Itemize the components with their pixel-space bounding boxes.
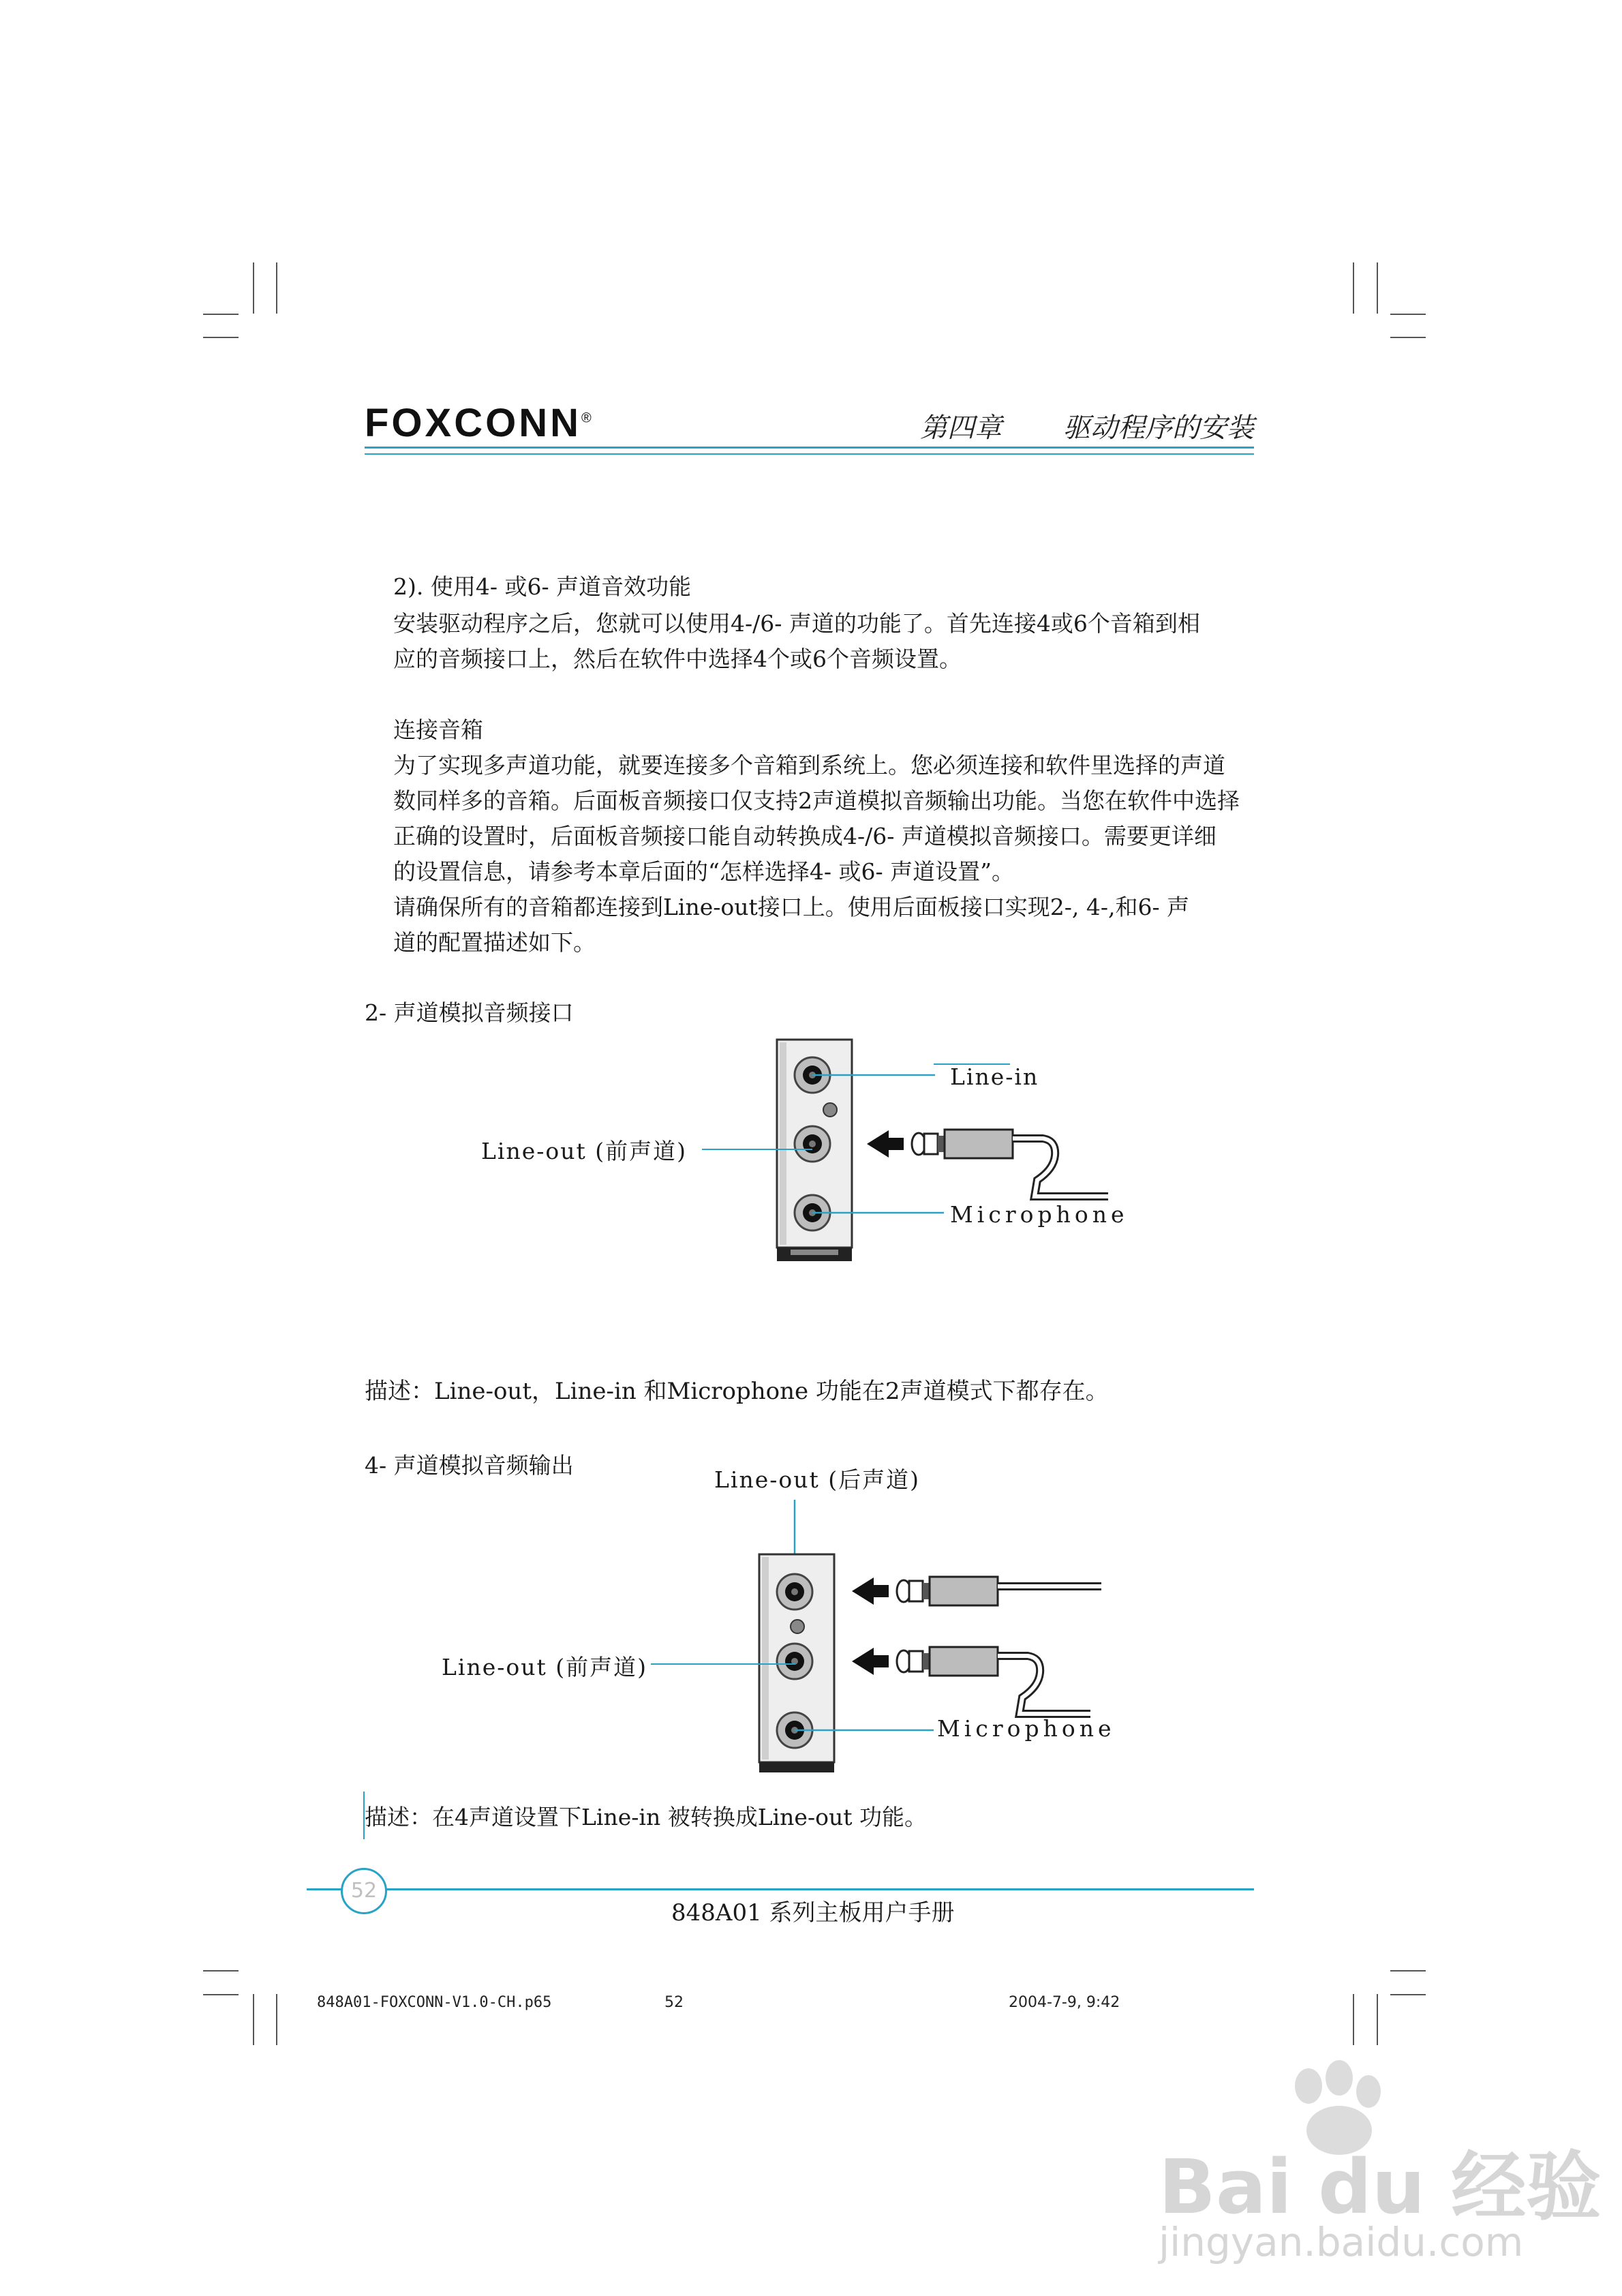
- text-line: 数同样多的音箱。后面板音频接口仅支持2声道模拟音频输出功能。当您在软件中选择: [393, 787, 1240, 814]
- footer-rule: [307, 1888, 1254, 1890]
- text-line: 应的音频接口上，然后在软件中选择4个或6个音频设置。: [393, 646, 962, 672]
- text-line: 为了实现多声道功能，就要连接多个音箱到系统上。您必须连接和软件里选择的声道: [393, 752, 1225, 779]
- brand-logo: FOXCONN®: [365, 401, 594, 445]
- crop-mark: [1377, 1994, 1378, 2045]
- diagram2-description: 描述：Line-out，Line-in 和Microphone 功能在2声道模式下都存在。: [365, 1378, 1109, 1405]
- crop-mark: [1390, 1994, 1426, 1995]
- label-line-out-rear: Line-out (后声道): [714, 1466, 921, 1493]
- crop-mark: [276, 262, 277, 314]
- watermark-url: jingyan.baidu.com: [1159, 2219, 1524, 2265]
- label-line-in: Line-in: [950, 1063, 1039, 1090]
- label-line-out-front: Line-out (前声道): [481, 1138, 688, 1164]
- section-title: 2). 使用4- 或6- 声道音效功能: [393, 573, 692, 600]
- crop-mark: [203, 337, 239, 338]
- crop-mark: [1353, 1994, 1354, 2045]
- label-line-out-front-4ch: Line-out (前声道): [442, 1654, 648, 1680]
- manual-title: 848A01 系列主板用户手册: [671, 1899, 955, 1927]
- crop-mark: [203, 314, 239, 315]
- crop-mark: [253, 1994, 254, 2045]
- slug-datetime: 2004-7-9, 9:42: [1009, 1994, 1120, 2011]
- diagram4-heading: 4- 声道模拟音频输出: [365, 1452, 574, 1479]
- leader-line-line-out-front: [651, 1663, 795, 1665]
- speaker-paragraph: [393, 748, 1266, 961]
- crop-mark: [276, 1994, 277, 2045]
- chapter-number: 第四章: [920, 412, 1002, 444]
- text-line: 请确保所有的音箱都连接到Line-out接口上。使用后面板接口实现2-, 4-,和6- 声: [393, 894, 1190, 920]
- label-microphone: Microphone: [950, 1201, 1129, 1228]
- crop-mark: [1390, 314, 1426, 315]
- watermark-brand: Bai du 经验: [1159, 2143, 1602, 2231]
- crop-mark: [1390, 337, 1426, 338]
- crop-mark: [1390, 1970, 1426, 1972]
- text-line: 的设置信息，请参考本章后面的“怎样选择4- 或6- 声道设置”。: [393, 858, 1015, 885]
- diagram2-audio-panel: [770, 1040, 1124, 1265]
- crop-mark: [203, 1994, 239, 1995]
- intro-paragraph: [393, 606, 1266, 677]
- diagram4-description: 描述：在4声道设置下Line-in 被转换成Line-out 功能。: [365, 1804, 927, 1830]
- crop-mark: [253, 262, 254, 314]
- slug-file: 848A01-FOXCONN-V1.0-CH.p65: [317, 1994, 552, 2011]
- crop-mark: [203, 1970, 239, 1972]
- chapter-title: 驱动程序的安装: [1063, 412, 1254, 444]
- label-microphone-4ch: Microphone: [937, 1715, 1116, 1742]
- section-subtitle: 连接音箱: [393, 716, 483, 743]
- text-line: 正确的设置时，后面板音频接口能自动转换成4-/6- 声道模拟音频接口。需要更详细: [393, 823, 1216, 849]
- crop-mark: [1353, 262, 1354, 314]
- header-rule: [365, 453, 1254, 455]
- page-number-badge: 52: [341, 1868, 387, 1914]
- header-rule: [365, 447, 1254, 449]
- slug-page: 52: [664, 1994, 684, 2011]
- text-line: 道的配置描述如下。: [393, 929, 596, 956]
- crop-mark: [1377, 262, 1378, 314]
- text-line: 安装驱动程序之后，您就可以使用4-/6- 声道的功能了。首先连接4或6个音箱到相: [393, 610, 1200, 637]
- leader-line-line-out: [702, 1149, 812, 1150]
- diagram2-heading: 2- 声道模拟音频接口: [365, 999, 574, 1026]
